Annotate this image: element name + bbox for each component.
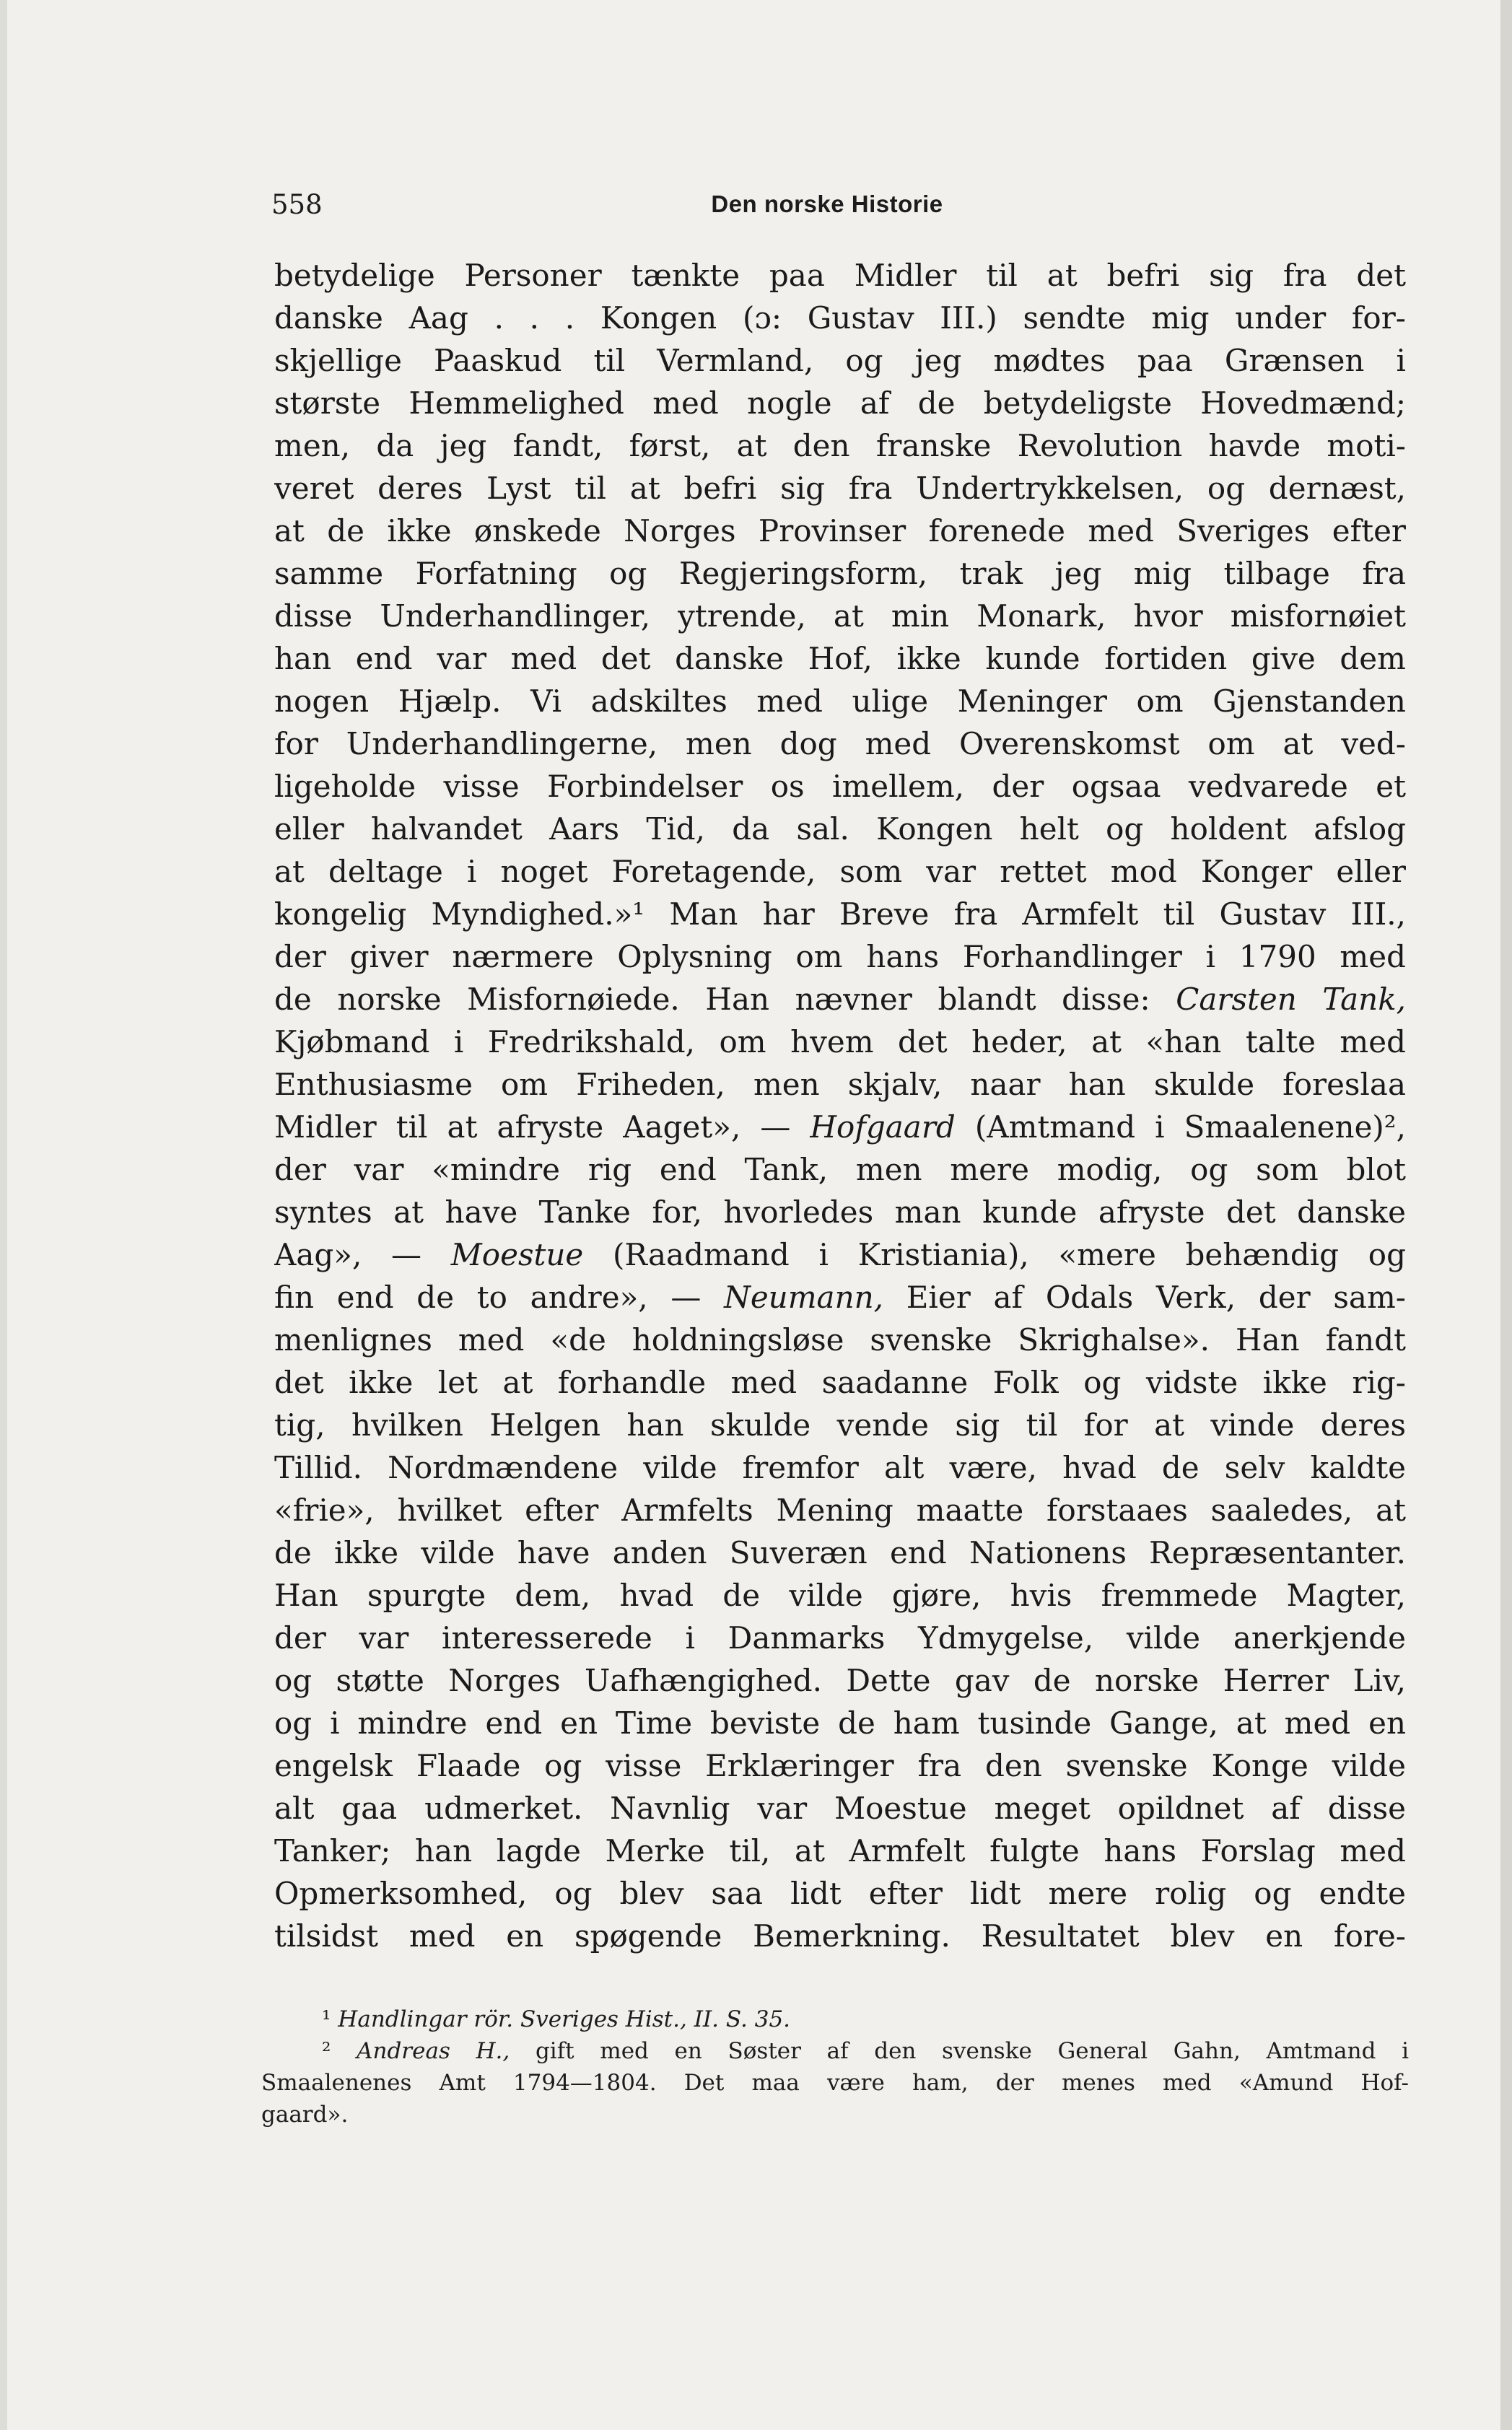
text-line: samme Forfatning og Regjeringsform, trak jeg mig tilbage fra (274, 556, 1406, 591)
text-line: at de ikke ønskede Norges Provinser forenede med Sveriges efter (274, 513, 1406, 549)
footnote-1-text: Handlingar rör. Sveriges Hist., II. S. 35. (338, 2006, 791, 2032)
footnote-1 (290, 2003, 1409, 2035)
text-line: tilsidst med en spøgende Bemerkning. Resultatet blev en fore- (274, 1918, 1406, 1954)
text-line: der var «mindre rig end Tank, men mere modig, og som blot (274, 1152, 1406, 1187)
text-line: fin end de to andre», — Neumann, Eier af Odals Verk, der sam- (274, 1280, 1406, 1315)
text-line: og i mindre end en Time beviste de ham tusinde Gange, at med en (274, 1705, 1406, 1741)
text-line: Tanker; han lagde Merke til, at Armfelt fulgte hans Forslag med (274, 1833, 1406, 1869)
footnote-2-name: Andreas H., (357, 2038, 510, 2064)
text-line: nogen Hjælp. Vi adskiltes med ulige Meninger om Gjenstanden (274, 683, 1406, 719)
text-line: menlignes med «de holdningsløse svenske Skrighalse». Han fandt (274, 1322, 1406, 1358)
text-line: Enthusiasme om Friheden, men skjalv, naar han skulde foreslaa (274, 1067, 1406, 1102)
text-line: de norske Misfornøiede. Han nævner blandt disse: Carsten Tank, (274, 982, 1406, 1017)
text-line: de ikke vilde have anden Suveræn end Nationens Repræsentanter. (274, 1535, 1406, 1570)
text-line: Aag», — Moestue (Raadmand i Kristiania), «mere behændig og (274, 1237, 1406, 1272)
text-line: men, da jeg fandt, først, at den franske Revolution havde moti- (274, 428, 1406, 463)
text-line: der giver nærmere Oplysning om hans Forhandlinger i 1790 med (274, 939, 1406, 974)
text-line: han end var med det danske Hof, ikke kunde fortiden give dem (274, 641, 1406, 676)
body-text (274, 254, 1406, 1957)
text-line: og støtte Norges Uafhængighed. Dette gav de norske Herrer Liv, (274, 1663, 1406, 1698)
text-line: der var interesserede i Danmarks Ydmygelse, vilde anerkjende (274, 1620, 1406, 1656)
text-line: «frie», hvilket efter Armfelts Mening maatte forstaaes saaledes, at (274, 1492, 1406, 1528)
page-number: 558 (271, 189, 323, 220)
text-line: tig, hvilken Helgen han skulde vende sig til for at vinde deres (274, 1407, 1406, 1443)
footnote-2-marker: ² (322, 2038, 331, 2064)
footnote-2-text-1: gift med en Søster af den svenske General Gahn, Amtmand i (510, 2038, 1409, 2064)
text-line: for Underhandlingerne, men dog med Overenskomst om at ved- (274, 726, 1406, 761)
text-line: Han spurgte dem, hvad de vilde gjøre, hvis fremmede Magter, (274, 1578, 1406, 1613)
text-line: alt gaa udmerket. Navnlig var Moestue meget opildnet af disse (274, 1791, 1406, 1826)
text-line: at deltage i noget Foretagende, som var rettet mod Konger eller (274, 854, 1406, 889)
footnotes (261, 2003, 1409, 2130)
footnote-1-marker: ¹ (322, 2006, 331, 2032)
footnote-2-line-2: Smaalenenes Amt 1794—1804. Det maa være ham, der menes med «Amund Hof- (261, 2070, 1409, 2096)
text-line: det ikke let at forhandle med saadanne Folk og vidste ikke rig- (274, 1365, 1406, 1400)
text-line: største Hemmelighed med nogle af de betydeligste Hovedmænd; (274, 385, 1406, 421)
text-line: Opmerksomhed, og blev saa lidt efter lidt mere rolig og endte (274, 1876, 1406, 1911)
text-line: danske Aag . . . Kongen (ɔ: Gustav III.) sendte mig under for- (274, 300, 1406, 336)
text-line: betydelige Personer tænkte paa Midler til at befri sig fra det (274, 258, 1406, 293)
text-line: disse Underhandlinger, ytrende, at min Monark, hvor misfornøiet (274, 598, 1406, 634)
text-line: veret deres Lyst til at befri sig fra Undertrykkelsen, og dernæst, (274, 471, 1406, 506)
text-line: eller halvandet Aars Tid, da sal. Kongen helt og holdent afslog (274, 811, 1406, 847)
text-line: engelsk Flaade og visse Erklæringer fra den svenske Konge vilde (274, 1748, 1406, 1783)
running-title: Den norske Historie (711, 191, 943, 217)
footnote-2-line-1 (290, 2035, 1409, 2067)
text-line: skjellige Paaskud til Vermland, og jeg mødtes paa Grænsen i (274, 343, 1406, 378)
footnote-2-line-3: gaard». (261, 2102, 349, 2128)
text-line: Tillid. Nordmændene vilde fremfor alt være, hvad de selv kaldte (274, 1450, 1406, 1485)
text-line: kongelig Myndighed.»¹ Man har Breve fra Armfelt til Gustav III., (274, 896, 1406, 932)
text-line: Kjøbmand i Fredrikshald, om hvem det heder, at «han talte med (274, 1024, 1406, 1059)
text-line: syntes at have Tanke for, hvorledes man kunde afryste det danske (274, 1194, 1406, 1230)
text-line: ligeholde visse Forbindelser os imellem, der ogsaa vedvarede et (274, 769, 1406, 804)
text-line: Midler til at afryste Aaget», — Hofgaard (Amtmand i Smaalenene)², (274, 1109, 1406, 1145)
page-header (271, 189, 1383, 225)
